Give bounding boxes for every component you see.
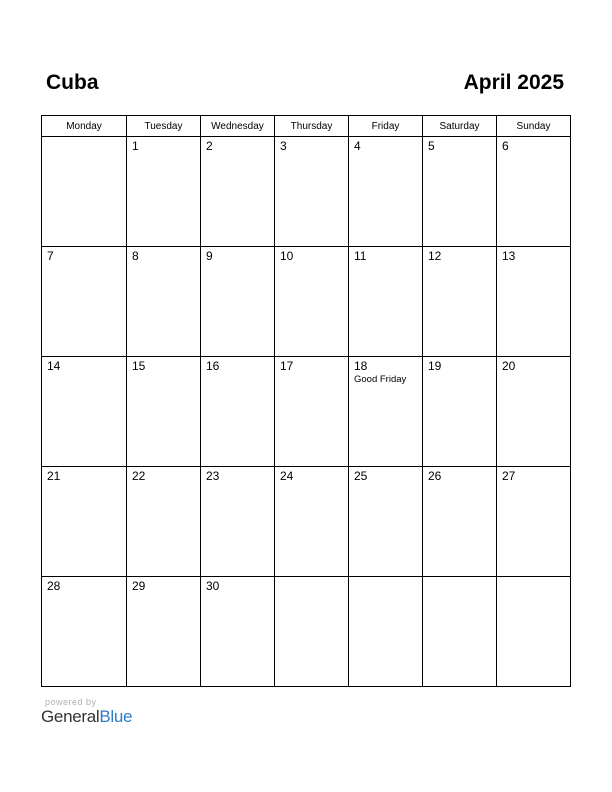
week-row — [42, 357, 571, 467]
weekday-header-row — [42, 116, 571, 137]
day-number: 25 — [354, 469, 368, 483]
day-cell — [127, 137, 201, 247]
calendar-grid — [41, 115, 571, 687]
day-number: 16 — [206, 359, 220, 373]
day-number: 21 — [47, 469, 61, 483]
weekday-header: Saturday — [423, 116, 497, 137]
weekday-header: Friday — [349, 116, 423, 137]
day-number: 26 — [428, 469, 442, 483]
day-cell — [127, 577, 201, 687]
weekday-header: Monday — [42, 116, 127, 137]
day-cell — [423, 577, 497, 687]
brand-name-part1: General — [41, 707, 100, 726]
day-number: 13 — [502, 249, 516, 263]
day-number: 22 — [132, 469, 146, 483]
day-number: 19 — [428, 359, 442, 373]
day-number — [275, 577, 348, 580]
day-cell — [275, 577, 349, 687]
day-cell — [275, 467, 349, 577]
day-number: 5 — [428, 139, 435, 153]
day-number: 7 — [47, 249, 54, 263]
day-cell — [275, 247, 349, 357]
footer-branding[interactable] — [41, 697, 132, 727]
day-number: 9 — [206, 249, 213, 263]
day-number: 10 — [280, 249, 294, 263]
day-cell — [423, 467, 497, 577]
day-number: 8 — [132, 249, 139, 263]
day-cell — [42, 577, 127, 687]
day-cell — [127, 467, 201, 577]
day-cell — [349, 247, 423, 357]
weekday-header: Tuesday — [127, 116, 201, 137]
day-cell — [497, 247, 571, 357]
day-cell — [201, 137, 275, 247]
day-cell — [201, 247, 275, 357]
day-number: 23 — [206, 469, 220, 483]
day-cell — [497, 577, 571, 687]
weekday-header: Sunday — [497, 116, 571, 137]
day-cell — [201, 357, 275, 467]
day-cell — [497, 357, 571, 467]
day-cell — [349, 577, 423, 687]
day-number — [497, 577, 570, 580]
day-number: 2 — [206, 139, 213, 153]
week-row — [42, 577, 571, 687]
day-cell — [42, 467, 127, 577]
day-cell — [275, 357, 349, 467]
day-number: 30 — [206, 579, 220, 593]
day-number: 24 — [280, 469, 294, 483]
day-number: 27 — [502, 469, 516, 483]
day-number: 14 — [47, 359, 61, 373]
powered-by-label: powered by — [45, 697, 97, 707]
day-cell — [497, 137, 571, 247]
brand-name-part2: Blue — [99, 707, 133, 726]
weekday-header: Thursday — [275, 116, 349, 137]
day-cell — [201, 467, 275, 577]
day-cell — [349, 467, 423, 577]
day-cell — [42, 247, 127, 357]
day-cell — [423, 137, 497, 247]
day-number: 6 — [502, 139, 509, 153]
day-cell — [423, 357, 497, 467]
day-number: 20 — [502, 359, 516, 373]
day-cell — [349, 357, 423, 467]
day-cell — [349, 137, 423, 247]
day-number: 17 — [280, 359, 294, 373]
week-row — [42, 137, 571, 247]
day-cell — [42, 357, 127, 467]
month-year-title: April 2025 — [463, 71, 564, 94]
day-cell — [497, 467, 571, 577]
day-number: 4 — [354, 139, 361, 153]
day-cell — [42, 137, 127, 247]
day-number: 11 — [354, 249, 367, 263]
week-row — [42, 247, 571, 357]
day-number — [42, 137, 126, 140]
day-number — [423, 577, 496, 580]
day-number: 29 — [132, 579, 146, 593]
day-cell — [127, 357, 201, 467]
day-number: 12 — [428, 249, 442, 263]
day-cell — [275, 137, 349, 247]
week-row — [42, 467, 571, 577]
day-cell — [201, 577, 275, 687]
day-number: 18 — [354, 359, 368, 373]
day-cell — [423, 247, 497, 357]
day-number: 28 — [47, 579, 61, 593]
brand-logo[interactable] — [41, 707, 132, 727]
holiday-label: Good Friday — [354, 374, 407, 385]
day-number — [349, 577, 422, 580]
day-number: 3 — [280, 139, 287, 153]
day-cell — [127, 247, 201, 357]
weekday-header: Wednesday — [201, 116, 275, 137]
country-title: Cuba — [46, 71, 99, 94]
day-number: 1 — [132, 139, 139, 153]
day-number: 15 — [132, 359, 146, 373]
